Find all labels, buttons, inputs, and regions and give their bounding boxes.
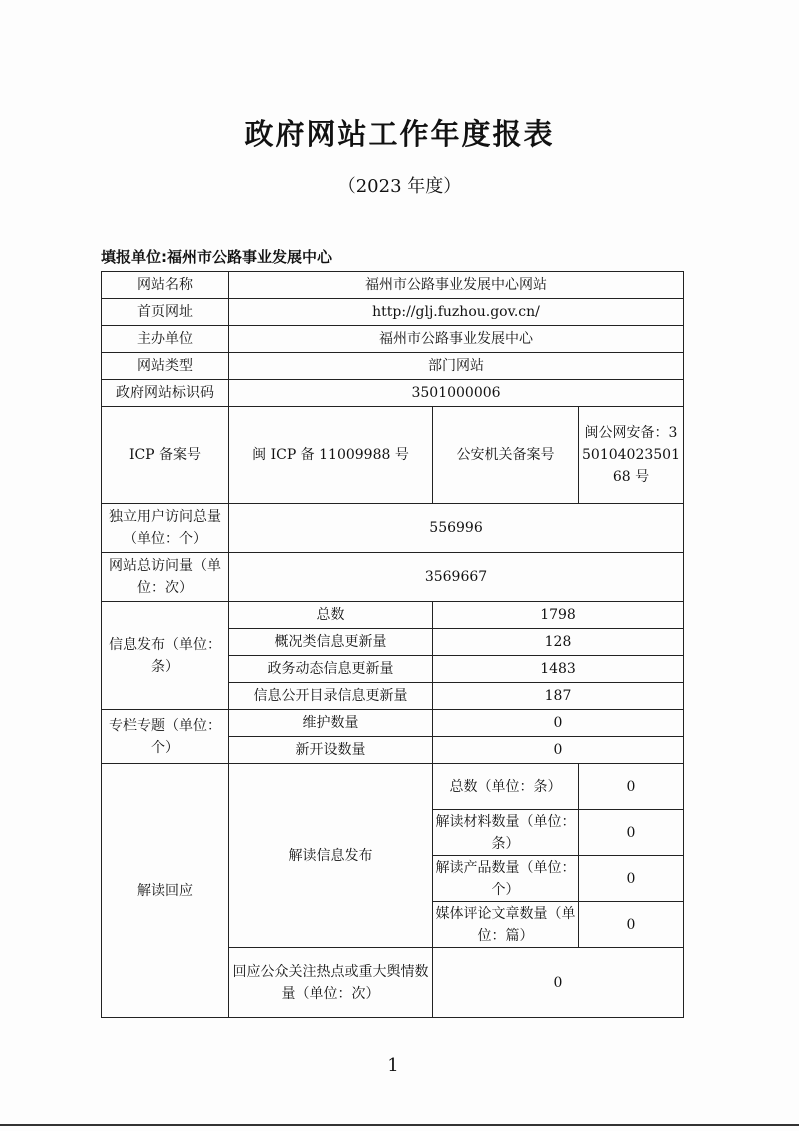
site-type-value: 部门网站 (229, 353, 684, 380)
police-record-value: 闽公网安备：35010402350168 号 (579, 407, 684, 504)
total-visits-value: 3569667 (229, 553, 684, 602)
metric-label: 信息公开目录信息更新量 (229, 683, 433, 710)
metric-label: 总数（单位：条） (433, 764, 579, 810)
table-row (102, 764, 684, 810)
table-row (102, 504, 684, 553)
gov-id-value: 3501000006 (229, 380, 684, 407)
interpretation-label: 解读回应 (102, 764, 229, 1018)
metric-value: 0 (579, 764, 684, 810)
metric-label: 概况类信息更新量 (229, 629, 433, 656)
site-name-value: 福州市公路事业发展中心网站 (229, 272, 684, 299)
metric-label: 媒体评论文章数量（单位：篇） (433, 902, 579, 948)
table-row (102, 326, 684, 353)
metric-label: 解读产品数量（单位：个） (433, 856, 579, 902)
metric-value: 0 (433, 710, 684, 737)
row-label: 政府网站标识码 (102, 380, 229, 407)
metric-value: 0 (579, 810, 684, 856)
row-label: 首页网址 (102, 299, 229, 326)
metric-label: 总数 (229, 602, 433, 629)
metric-label: 新开设数量 (229, 737, 433, 764)
row-label: 网站名称 (102, 272, 229, 299)
page-edge-line (0, 1124, 799, 1126)
row-label: 主办单位 (102, 326, 229, 353)
table-row (102, 299, 684, 326)
report-table (101, 271, 684, 1018)
metric-label: 解读材料数量（单位：条） (433, 810, 579, 856)
row-label: 网站总访问量（单位：次） (102, 553, 229, 602)
reporting-unit: 填报单位:福州市公路事业发展中心 (101, 248, 333, 266)
icp-value: 闽 ICP 备 11009988 号 (229, 407, 433, 504)
row-label: 网站类型 (102, 353, 229, 380)
table-row (102, 353, 684, 380)
police-record-label: 公安机关备案号 (433, 407, 579, 504)
metric-value: 0 (579, 856, 684, 902)
response-value: 0 (433, 948, 684, 1018)
metric-label: 政务动态信息更新量 (229, 656, 433, 683)
homepage-value: http://glj.fuzhou.gov.cn/ (229, 299, 684, 326)
metric-value: 187 (433, 683, 684, 710)
table-row (102, 602, 684, 629)
table-row (102, 553, 684, 602)
columns-label: 专栏专题（单位：个） (102, 710, 229, 764)
row-label: ICP 备案号 (102, 407, 229, 504)
unique-visitors-value: 556996 (229, 504, 684, 553)
metric-value: 128 (433, 629, 684, 656)
info-publish-label: 信息发布（单位：条） (102, 602, 229, 710)
metric-label: 维护数量 (229, 710, 433, 737)
report-year: （2023 年度） (337, 176, 462, 197)
table-row (102, 710, 684, 737)
page-number: 1 (387, 1055, 399, 1076)
report-title: 政府网站工作年度报表 (244, 117, 555, 151)
row-label: 独立用户访问总量（单位：个） (102, 504, 229, 553)
metric-value: 0 (433, 737, 684, 764)
interpretation-sub-label: 解读信息发布 (229, 764, 433, 948)
table-row (102, 407, 684, 504)
metric-value: 1483 (433, 656, 684, 683)
host-value: 福州市公路事业发展中心 (229, 326, 684, 353)
metric-value: 1798 (433, 602, 684, 629)
metric-value: 0 (579, 902, 684, 948)
response-label: 回应公众关注热点或重大舆情数量（单位：次） (229, 948, 433, 1018)
table-row (102, 272, 684, 299)
table-row (102, 380, 684, 407)
